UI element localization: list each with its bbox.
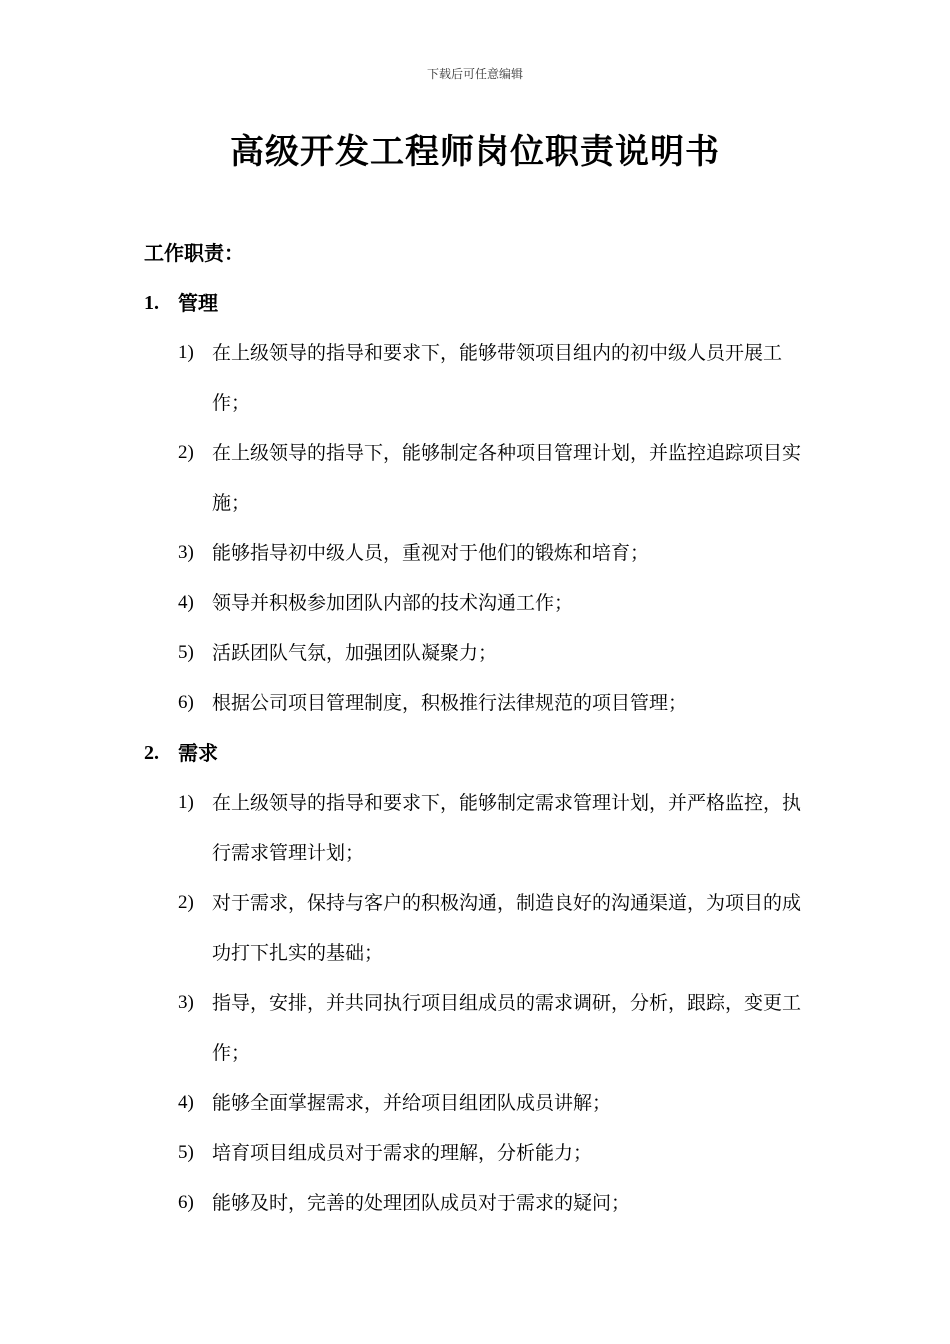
list-item [144, 878, 824, 978]
item-marker: 5) [178, 1142, 194, 1163]
item-marker: 4) [178, 592, 194, 613]
item-text: 能够及时，完善的处理团队成员对于需求的疑问； [212, 1192, 631, 1214]
item-text: 指导，安排，并共同执行项目组成员的需求调研，分析，跟踪，变更工作； [212, 992, 802, 1064]
duty-list [144, 778, 824, 1228]
document-title: 高级开发工程师岗位职责说明书 [230, 132, 720, 172]
item-text: 能够指导初中级人员，重视对于他们的锻炼和培育； [212, 542, 650, 564]
section-number: 1. [144, 292, 159, 314]
section-title: 管理 [178, 291, 218, 315]
section-number: 2. [144, 742, 159, 764]
list-item [144, 1178, 824, 1228]
item-text: 在上级领导的指导和要求下，能够制定需求管理计划，并严格监控，执行需求管理计划； [212, 792, 802, 864]
item-marker: 6) [178, 1192, 194, 1213]
section-management [144, 278, 824, 728]
duties-label: 工作职责： [144, 241, 244, 265]
item-marker: 2) [178, 442, 194, 463]
list-item [144, 528, 824, 578]
list-item [144, 1128, 824, 1178]
item-text: 在上级领导的指导和要求下，能够带领项目组内的初中级人员开展工作； [212, 342, 783, 414]
section-title: 需求 [178, 741, 218, 765]
item-marker: 1) [178, 342, 194, 363]
list-item [144, 628, 824, 678]
item-text: 在上级领导的指导下，能够制定各种项目管理计划，并监控追踪项目实施； [212, 442, 802, 514]
item-marker: 3) [178, 542, 194, 563]
item-marker: 5) [178, 642, 194, 663]
item-marker: 4) [178, 1092, 194, 1113]
list-item [144, 578, 824, 628]
list-item [144, 428, 824, 528]
section-heading [144, 728, 824, 778]
section-requirements [144, 728, 824, 1228]
item-text: 根据公司项目管理制度，积极推行法律规范的项目管理； [212, 692, 688, 714]
list-item [144, 978, 824, 1078]
list-item [144, 1078, 824, 1128]
item-text: 活跃团队气氛，加强团队凝聚力； [212, 642, 498, 664]
page-header-note: 下载后可任意编辑 [426, 67, 523, 81]
item-text: 领导并积极参加团队内部的技术沟通工作； [212, 592, 574, 614]
item-marker: 3) [178, 992, 194, 1013]
item-marker: 1) [178, 792, 194, 813]
item-text: 能够全面掌握需求，并给项目组团队成员讲解； [212, 1092, 612, 1114]
item-marker: 6) [178, 692, 194, 713]
item-text: 培育项目组成员对于需求的理解，分析能力； [212, 1142, 593, 1164]
item-text: 对于需求，保持与客户的积极沟通，制造良好的沟通渠道，为项目的成功打下扎实的基础； [212, 892, 802, 964]
list-item [144, 778, 824, 878]
document-body [144, 228, 824, 1228]
list-item [144, 678, 824, 728]
section-heading [144, 278, 824, 328]
list-item [144, 328, 824, 428]
duty-list [144, 328, 824, 728]
item-marker: 2) [178, 892, 194, 913]
